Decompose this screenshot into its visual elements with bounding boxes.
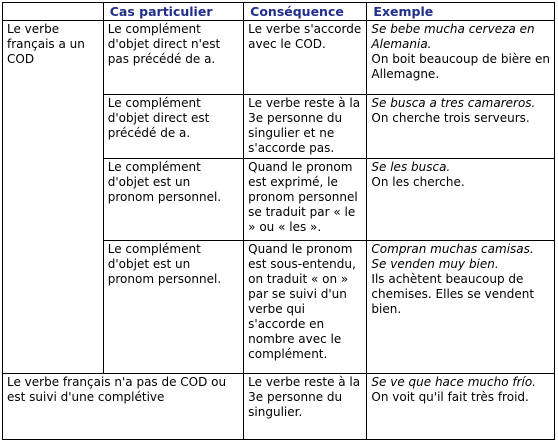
consequence-cell: Quand le pronom est sous-entendu, on traduit « on » par se suivi d'un verbe qui s'accorde en nombre avec le complément. — [244, 241, 367, 374]
example-spanish: Se busca a tres camareros. — [371, 96, 536, 110]
header-cas-particulier: Cas particulier — [103, 3, 243, 21]
consequence-cell: Le verbe s'accorde avec le COD. — [244, 21, 367, 95]
example-french: On cherche trois serveurs. — [371, 111, 530, 125]
example-spanish: Se ve que hace mucho frío. — [371, 375, 536, 389]
header-consequence: Conséquence — [244, 3, 367, 21]
case-cell: Le complément d'objet direct est précédé de a. — [103, 95, 243, 159]
case-cell: Le complément d'objet est un pronom personnel. — [103, 159, 243, 241]
example-cell — [367, 95, 555, 159]
example-spanish: Se les busca. — [371, 160, 451, 174]
header-exemple: Exemple — [367, 3, 555, 21]
header-blank — [3, 3, 104, 21]
example-cell — [367, 159, 555, 241]
example-french: Ils achètent beaucoup de chemises. Elles se vendent bien. — [371, 272, 535, 316]
example-french: On les cherche. — [371, 175, 465, 189]
subject-cell-no-cod: Le verbe français n'a pas de COD ou est suivi d'une complétive — [3, 374, 244, 440]
example-spanish: Compran muchas camisas. Se venden muy bien. — [371, 242, 534, 271]
grammar-table — [2, 2, 555, 440]
table-row — [3, 21, 555, 95]
example-cell — [367, 21, 555, 95]
example-french: On boit beaucoup de bière en Allemagne. — [371, 52, 551, 81]
example-french: On voit qu'il fait très froid. — [371, 390, 529, 404]
example-spanish: Se bebe mucha cerveza en Alemania. — [371, 22, 535, 51]
example-cell — [367, 374, 555, 440]
example-cell — [367, 241, 555, 374]
consequence-cell: Le verbe reste à la 3e personne du singulier et ne s'accorde pas. — [244, 95, 367, 159]
subject-cell-cod: Le verbe français a un COD — [3, 21, 104, 374]
consequence-cell: Quand le pronom est exprimé, le pronom personnel se traduit par « le » ou « les ». — [244, 159, 367, 241]
consequence-cell: Le verbe reste à la 3e personne du singulier. — [244, 374, 367, 440]
table-row — [3, 374, 555, 440]
case-cell: Le complément d'objet direct n'est pas précédé de a. — [103, 21, 243, 95]
case-cell: Le complément d'objet est un pronom personnel. — [103, 241, 243, 374]
header-row — [3, 3, 555, 21]
